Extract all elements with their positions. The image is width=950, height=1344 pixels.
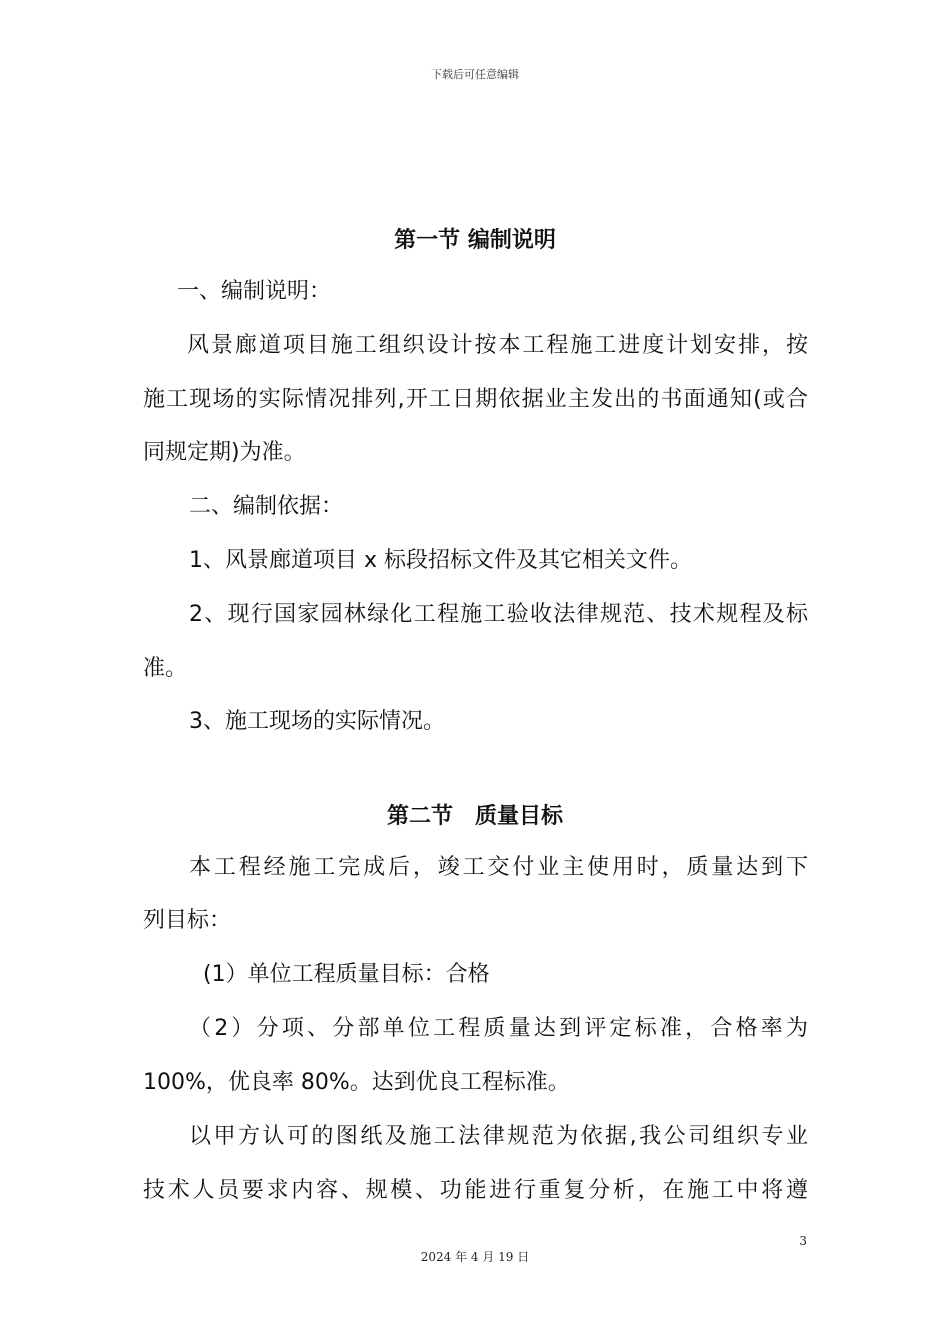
paragraph-line: 施工现场的实际情况排列,开工日期依据业主发出的书面通知(或合	[143, 387, 808, 412]
quality-goal-item: (1）单位工程质量目标：合格	[203, 962, 490, 987]
page-number: 3	[799, 1234, 807, 1248]
section-1-heading: 第一节 编制说明	[394, 228, 556, 253]
quality-goal-item: （2）分项、分部单位工程质量达到评定标准，合格率为	[189, 1016, 808, 1041]
list-item: 3、施工现场的实际情况。	[189, 709, 445, 734]
paragraph-line: 以甲方认可的图纸及施工法律规范为依据,我公司组织专业	[189, 1124, 808, 1149]
paragraph-line: 列目标：	[143, 908, 232, 933]
subheading-compilation-basis: 二、编制依据：	[189, 494, 344, 519]
paragraph-line: 本工程经施工完成后，竣工交付业主使用时，质量达到下	[189, 855, 808, 880]
paragraph-line: 风景廊道项目施工组织设计按本工程施工进度计划安排，按	[187, 333, 808, 358]
quality-goal-continuation: 100%，优良率 80%。达到优良工程标准。	[143, 1070, 570, 1095]
paragraph-line: 同规定期)为准。	[143, 440, 306, 465]
page-header: 下载后可任意编辑	[431, 68, 519, 81]
subheading-compilation-notes: 一、编制说明：	[177, 279, 332, 304]
list-item-continuation: 准。	[143, 656, 188, 681]
list-item: 2、现行国家园林绿化工程施工验收法律规范、技术规程及标	[189, 602, 808, 627]
list-item: 1、风景廊道项目 x 标段招标文件及其它相关文件。	[189, 548, 693, 573]
paragraph-line: 技术人员要求内容、规模、功能进行重复分析，在施工中将遵	[143, 1178, 808, 1203]
footer-date: 2024 年 4 月 19 日	[420, 1250, 530, 1264]
section-2-heading: 第二节 质量目标	[386, 804, 563, 829]
